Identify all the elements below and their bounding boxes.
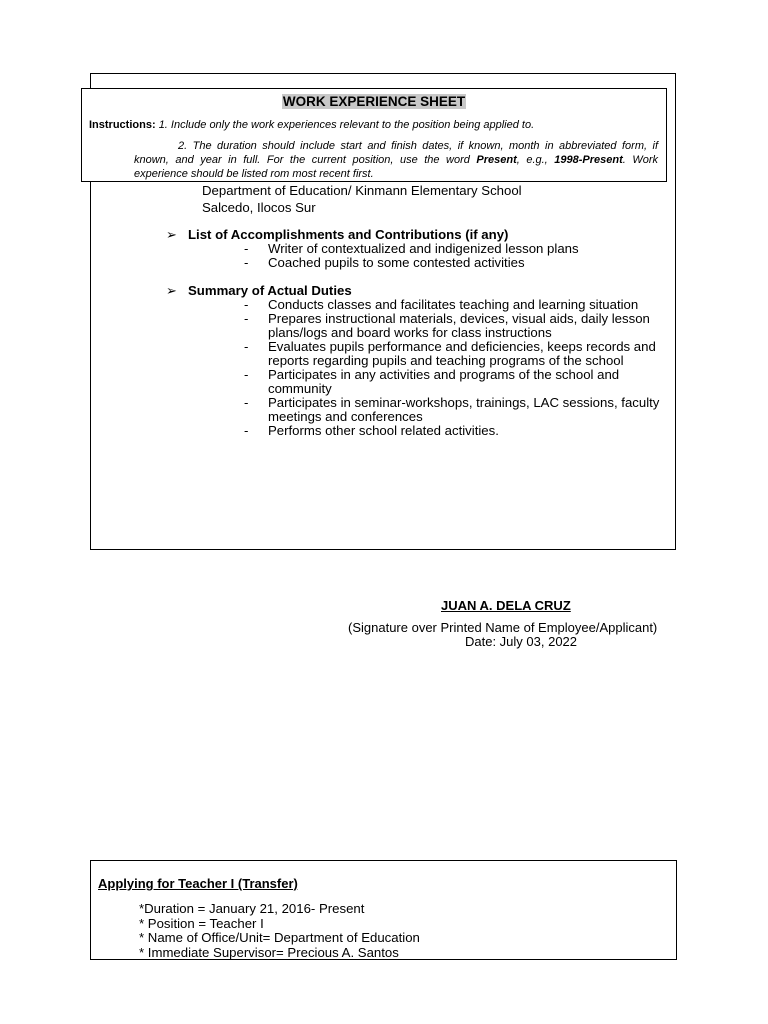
application-box bbox=[90, 860, 677, 960]
list-item: - Participates in any activities and programs of the school and community bbox=[244, 367, 620, 396]
list-item: * Immediate Supervisor= Precious A. Santos bbox=[139, 944, 399, 960]
office-location: Salcedo, Ilocos Sur bbox=[202, 200, 316, 215]
list-item: *Duration = January 21, 2016- Present bbox=[139, 901, 365, 916]
signature-caption: (Signature over Printed Name of Employee/Applicant) bbox=[348, 620, 658, 635]
list-item: * Name of Office/Unit= Department of Education bbox=[139, 930, 420, 945]
arrow-bullet-icon: ➢ bbox=[166, 283, 177, 298]
signature-date: Date: July 03, 2022 bbox=[465, 634, 578, 649]
list-item: * Position = Teacher I bbox=[139, 915, 264, 931]
signatory-name: JUAN A. DELA CRUZ bbox=[441, 598, 571, 613]
accomplishments-heading bbox=[166, 227, 509, 242]
list-item: - Performs other school related activities. bbox=[244, 423, 499, 438]
duties-heading bbox=[166, 283, 352, 298]
list-item: - Participates in seminar-workshops, trainings, LAC sessions, faculty meetings and conferences bbox=[244, 395, 660, 424]
list-item: - Coached pupils to some contested activities bbox=[244, 255, 525, 270]
instructions-box bbox=[81, 88, 667, 182]
office-line: Department of Education/ Kinmann Elementary School bbox=[202, 184, 522, 198]
accomplishments-heading-text: List of Accomplishments and Contributions (if any) bbox=[188, 227, 509, 242]
application-details bbox=[139, 902, 420, 960]
sheet-title: WORK EXPERIENCE SHEET bbox=[282, 94, 466, 109]
list-item: - Writer of contextualized and indigenized lesson plans bbox=[244, 241, 579, 256]
arrow-bullet-icon: ➢ bbox=[166, 227, 177, 242]
duties-heading-text: Summary of Actual Duties bbox=[188, 283, 352, 298]
instruction-1: Instructions: 1. Include only the work experiences relevant to the position being applied to. bbox=[89, 119, 535, 131]
instruction-2: 2. The duration should include start and finish dates, if known, month in abbreviated form, if known, and year in full. For the current position, use the word Present, e.g., 1998-Present. Work experience should be listed rom most recent first. bbox=[134, 140, 658, 180]
duties-list bbox=[244, 298, 674, 438]
accomplishments-list bbox=[244, 242, 674, 270]
list-item: - Evaluates pupils performance and deficiencies, keeps records and reports regarding pupils and teaching programs of the school bbox=[244, 339, 656, 368]
list-item: - Conducts classes and facilitates teaching and learning situation bbox=[244, 297, 639, 312]
list-item: - Prepares instructional materials, devices, visual aids, daily lesson plans/logs and board works for class instructions bbox=[244, 311, 650, 340]
application-title: Applying for Teacher I (Transfer) bbox=[98, 876, 298, 891]
experience-details bbox=[92, 184, 676, 484]
